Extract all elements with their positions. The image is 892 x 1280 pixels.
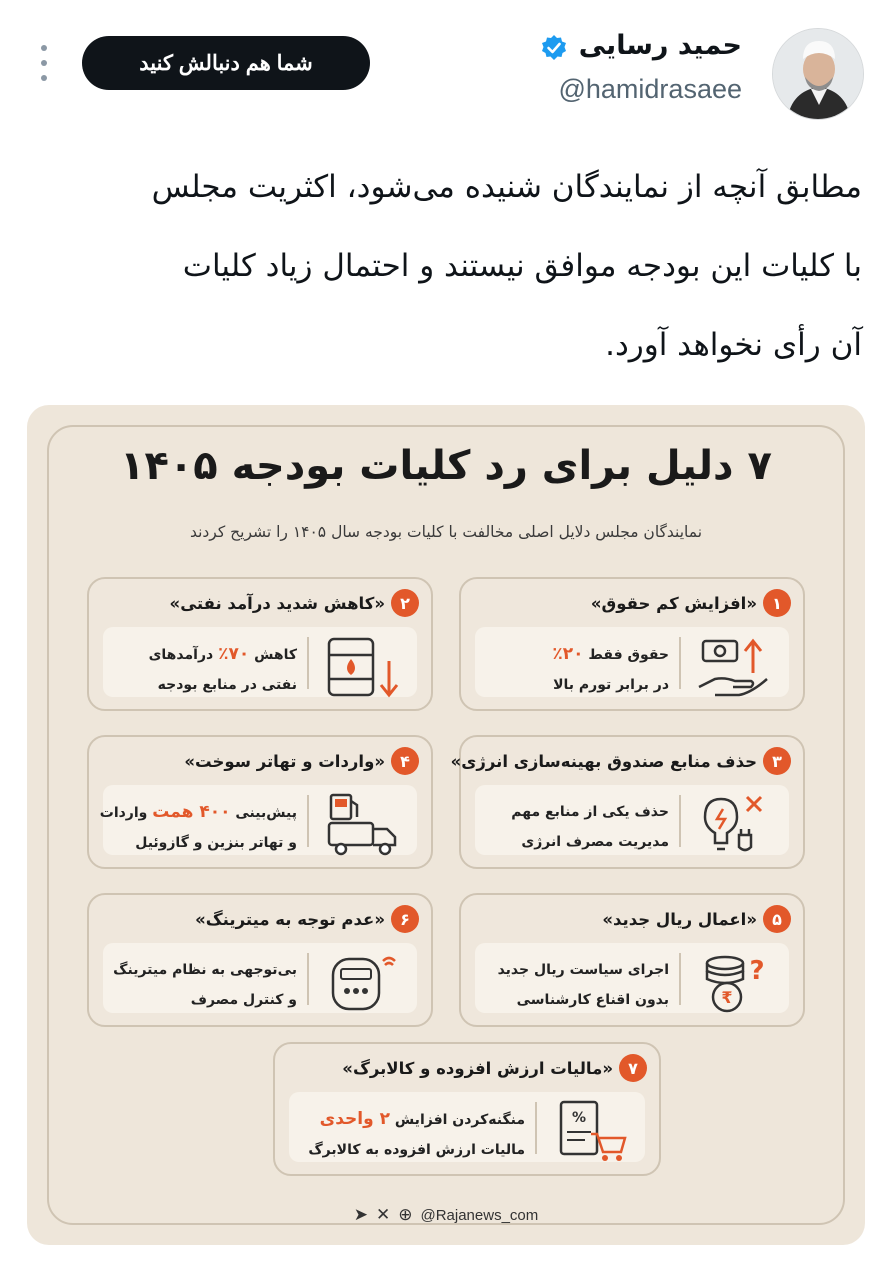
reason-text: در برابر تورم بالا [553,677,669,693]
reason-title: «افزایش کم حقوق» [590,593,757,613]
tweet-text-line: با کلیات این بودجه موافق نیستند و احتمال زیاد کلیات [182,248,862,284]
smart-meter-icon [323,949,403,1015]
reason-box-5 [459,893,805,1027]
tweet-text-line: آن رأی نخواهد آورد. [605,327,862,363]
reason-text: درآمدهای [148,647,214,663]
reason-number-badge: ۳ [763,747,791,775]
reason-highlight: ۷۰٪ [218,644,250,664]
reason-text: واردات [99,805,148,821]
more-dot-icon [41,60,47,66]
verified-badge-icon [540,34,568,62]
reason-box-6 [87,893,433,1027]
svg-text:?: ? [749,956,765,986]
reason-text: اجرای سیاست ریال جدید [497,962,669,978]
reason-text: منگنه‌کردن افزایش [394,1112,525,1128]
reason-text: بی‌توجهی به نظام میترینگ [113,962,297,978]
divider [679,637,681,689]
more-options-button[interactable] [34,42,54,84]
reason-text: مدیریت مصرف انرژی [521,834,669,850]
reason-box-7 [273,1042,661,1176]
divider [679,795,681,847]
reason-number-badge: ۷ [619,1054,647,1082]
coins-question-icon [695,949,775,1015]
svg-text:₹: ₹ [721,988,733,1007]
divider [535,1102,537,1154]
salary-hand-icon [695,633,775,699]
divider [307,795,309,847]
reason-text: نفتی در منابع بودجه [157,677,297,693]
reason-text: حذف یکی از منابع مهم [511,804,669,820]
reason-number-badge: ۶ [391,905,419,933]
author-name[interactable]: حمید رسایی [578,30,742,61]
svg-text:%: % [571,1110,587,1126]
reason-text: پیش‌بینی [235,805,297,821]
reason-title: «عدم توجه به میترینگ» [195,909,385,929]
reason-box-1 [459,577,805,711]
x-logo-icon: ✕ [375,1205,391,1224]
reason-text: و تهاتر بنزین و گازوئیل [135,835,297,851]
tweet-text-line: مطابق آنچه از نمایندگان شنیده می‌شود، اکثریت مجلس [151,169,862,205]
author-handle[interactable]: @hamidrasaee [558,74,742,104]
more-dot-icon [41,75,47,81]
tweet-text [32,148,862,385]
reason-title: «اعمال ریال جدید» [602,909,757,929]
reason-text: بدون اقناع کارشناسی [516,992,669,1008]
reason-box-4 [87,735,433,869]
divider [679,953,681,1005]
infographic-footer [27,1205,865,1225]
reason-number-badge: ۴ [391,747,419,775]
divider [307,953,309,1005]
telegram-icon: ➤ [353,1205,368,1224]
infographic-subtitle: نمایندگان مجلس دلایل اصلی مخالفت با کلیات بودجه سال ۱۴۰۵ را تشریح کردند [189,523,703,541]
reason-highlight: ۲ واحدی [319,1109,391,1129]
globe-icon: ⊕ [398,1205,413,1224]
follow-button[interactable]: شما هم دنبالش کنید [82,36,370,90]
tax-cart-icon [551,1098,631,1164]
source-handle: @Rajanews_com [420,1206,539,1224]
divider [307,637,309,689]
reason-highlight: ۲۰٪ [552,644,584,664]
reason-title: «کاهش شدید درآمد نفتی» [169,593,385,613]
reason-box-2 [87,577,433,711]
reason-text: مالیات ارزش افزوده به کالابرگ [308,1142,525,1158]
reason-highlight: ۴۰۰ همت [152,802,231,822]
lightbulb-plug-icon [695,791,775,857]
oil-barrel-icon [323,633,403,699]
reason-title: «واردات و تهاتر سوخت» [184,751,385,771]
author-avatar[interactable] [772,28,864,120]
more-dot-icon [41,45,47,51]
reason-number-badge: ۵ [763,905,791,933]
fuel-truck-icon [323,791,403,857]
reason-number-badge: ۱ [763,589,791,617]
tweet-image-infographic[interactable] [27,405,865,1245]
reason-title: حذف منابع صندوق بهینه‌سازی انرژی» [450,751,757,771]
infographic-title: ۷ دلیل برای رد کلیات بودجه ۱۴۰۵ [120,443,772,489]
reason-box-3 [450,735,805,869]
reason-number-badge: ۲ [391,589,419,617]
reason-text: حقوق فقط [588,647,669,663]
reason-text: کاهش [254,647,297,663]
reason-text: و کنترل مصرف [190,992,297,1008]
reason-title: «مالیات ارزش افزوده و کالابرگ» [342,1058,613,1078]
